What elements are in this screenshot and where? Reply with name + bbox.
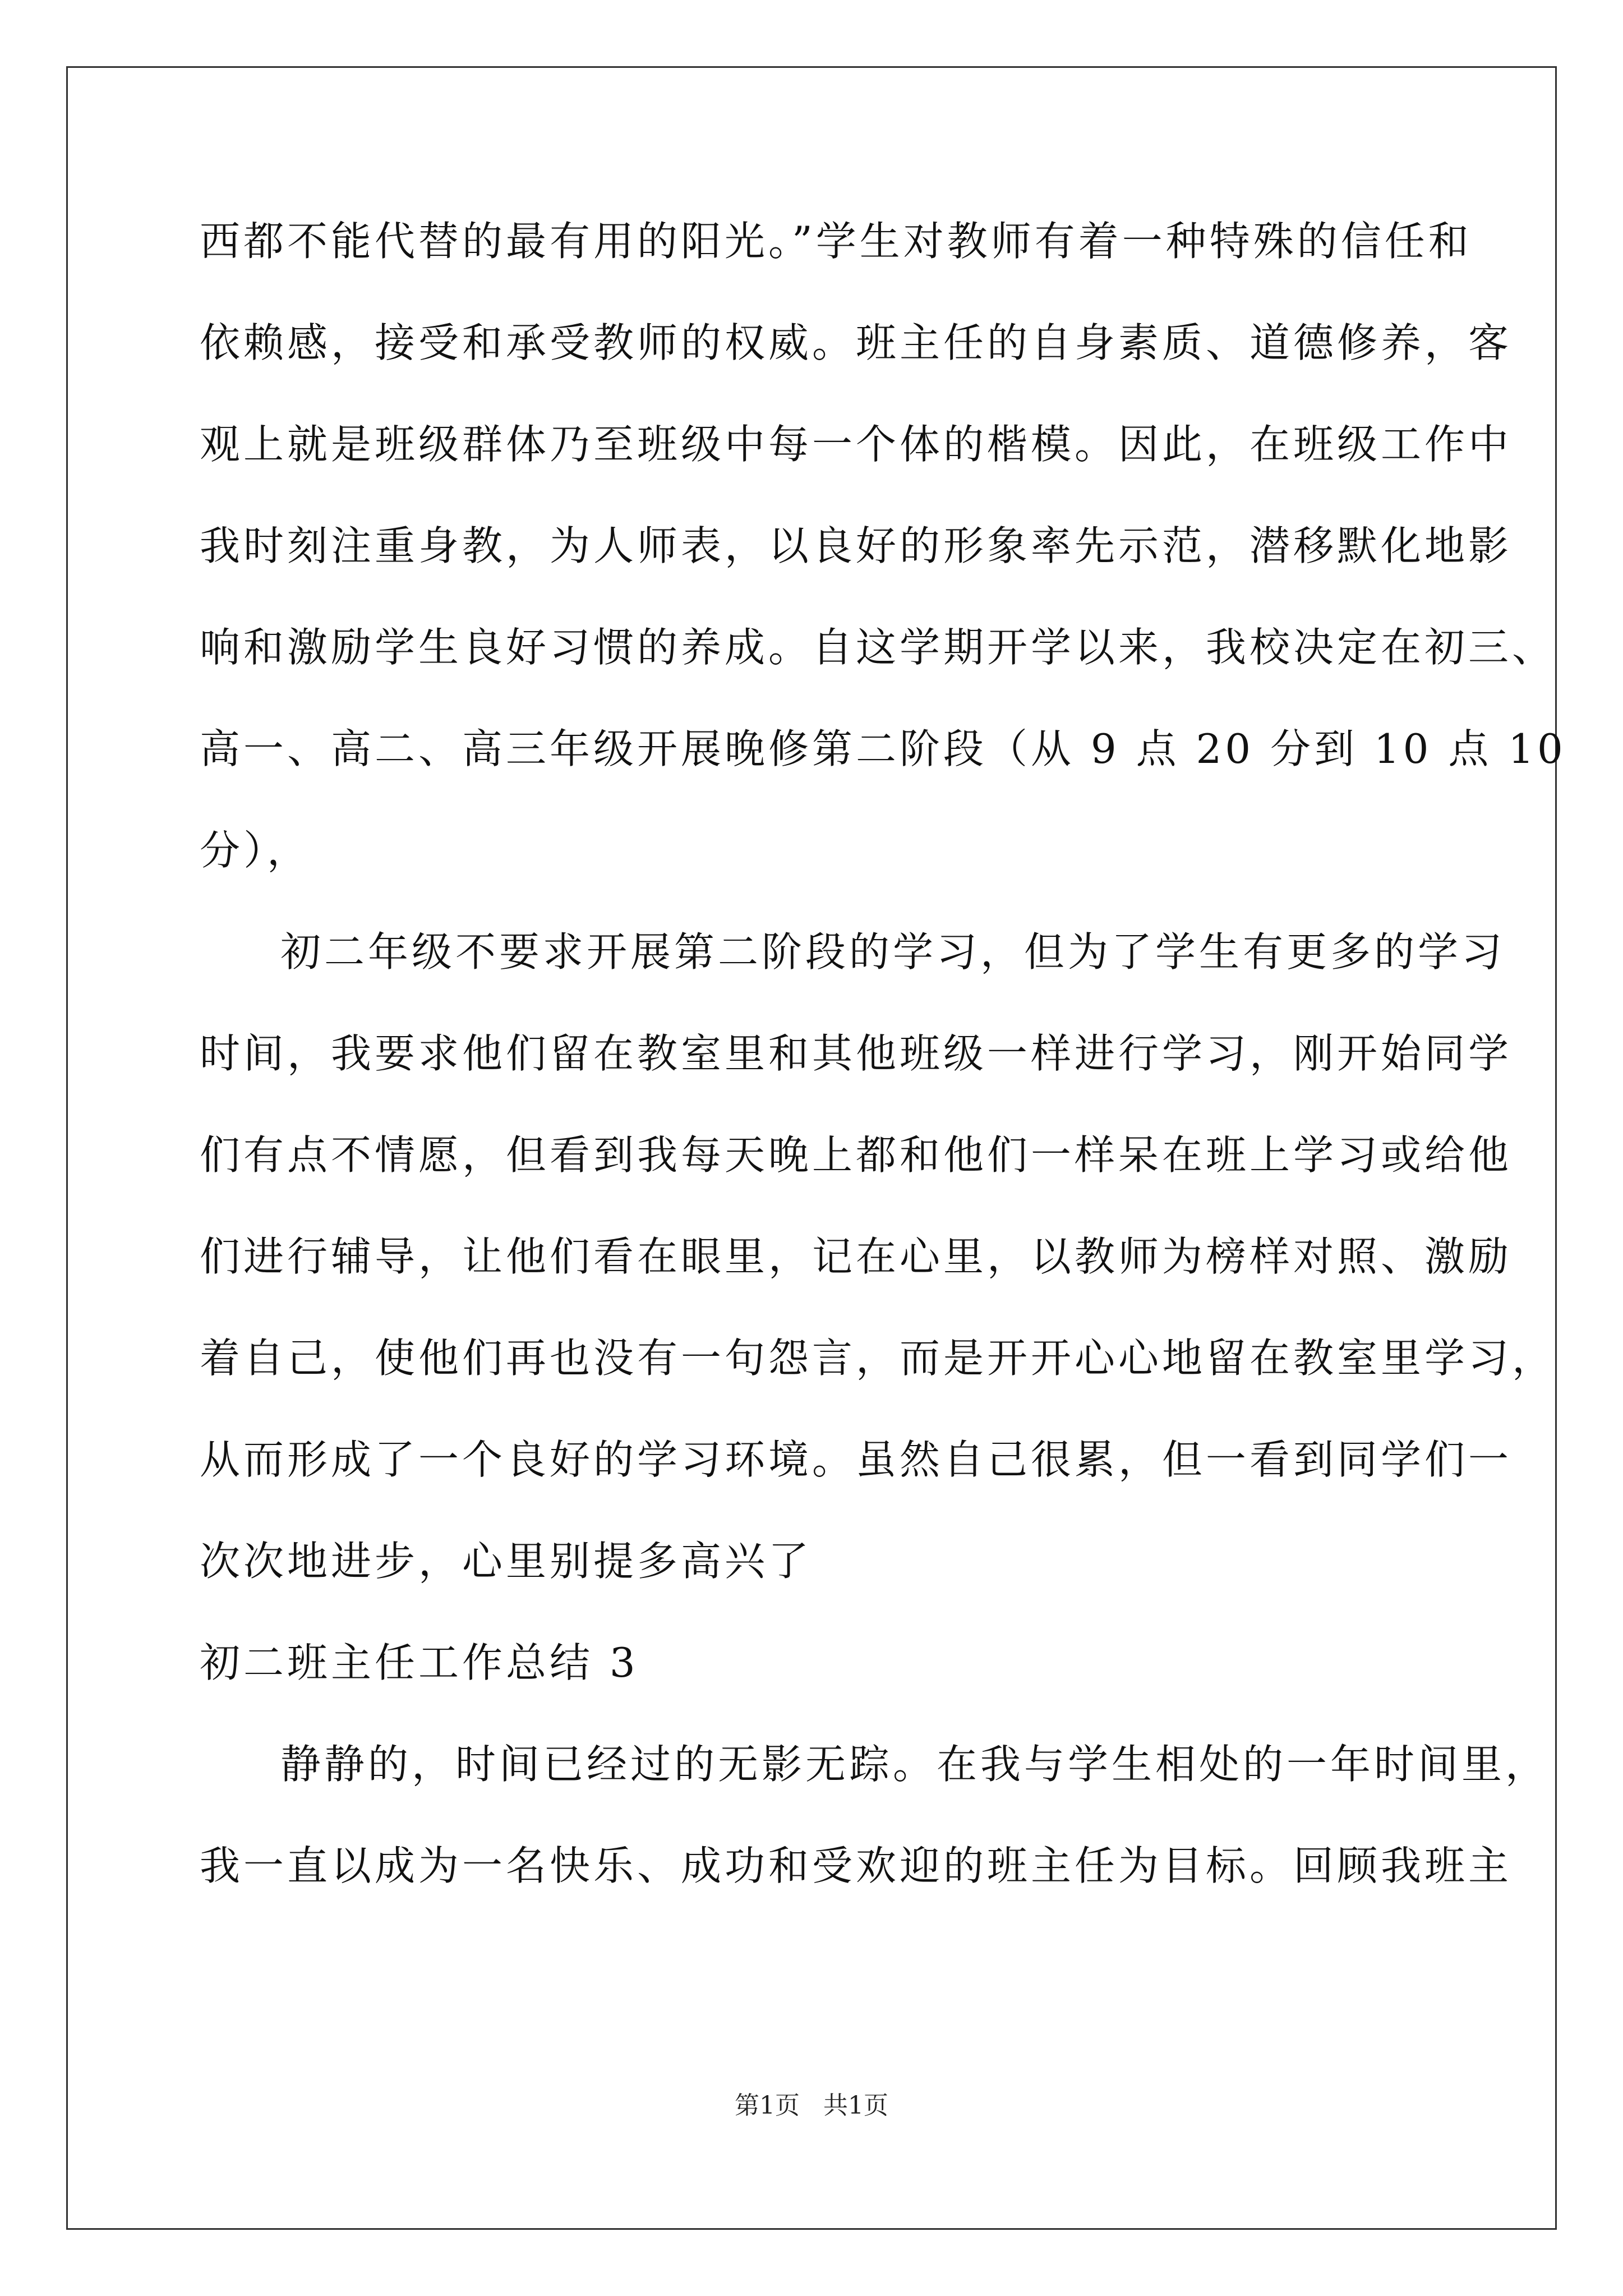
text-line: 响和激励学生良好习惯的养成。自这学期开学以来，我校决定在初三、 [200,624,1556,671]
section-heading: 初二班主任工作总结 3 [200,1639,639,1686]
page-footer: 第1页 共1页 [735,2091,888,2120]
text-line: 观上就是班级群体乃至班级中每一个体的楷模。因此，在班级工作中 [200,421,1513,468]
text-line: 依赖感，接受和承受教师的权威。班主任的自身素质、道德修养，客 [200,319,1513,366]
paragraph-start-line: 初二年级不要求开展第二阶段的学习，但为了学生有更多的学习 [280,928,1506,976]
paragraph-start-line: 静静的，时间已经过的无影无踪。在我与学生相处的一年时间里， [280,1741,1550,1788]
text-line: 西都不能代替的最有用的阳光。”学生对教师有着一种特殊的信任和 [200,218,1472,265]
text-line: 从而形成了一个良好的学习环境。虽然自己很累，但一看到同学们一 [200,1436,1513,1483]
text-line: 们进行辅导，让他们看在眼里，记在心里，以教师为榜样对照、激励 [200,1233,1513,1280]
text-line: 着自己，使他们再也没有一句怨言，而是开开心心地留在教室里学习， [200,1335,1556,1382]
text-line: 们有点不情愿，但看到我每天晚上都和他们一样呆在班上学习或给他 [200,1131,1513,1179]
text-line: 高一、高二、高三年级开展晚修第二阶段（从 9 点 20 分到 10 点 10 [200,725,1566,772]
text-line: 次次地进步，心里别提多高兴了 [200,1538,813,1585]
text-line: 我时刻注重身教，为人师表，以良好的形象率先示范，潜移默化地影 [200,522,1513,569]
text-line: 时间，我要求他们留在教室里和其他班级一样进行学习，刚开始同学 [200,1030,1513,1077]
text-line: 分）， [200,827,311,874]
text-line: 我一直以成为一名快乐、成功和受欢迎的班主任为目标。回顾我班主 [200,1842,1513,1889]
